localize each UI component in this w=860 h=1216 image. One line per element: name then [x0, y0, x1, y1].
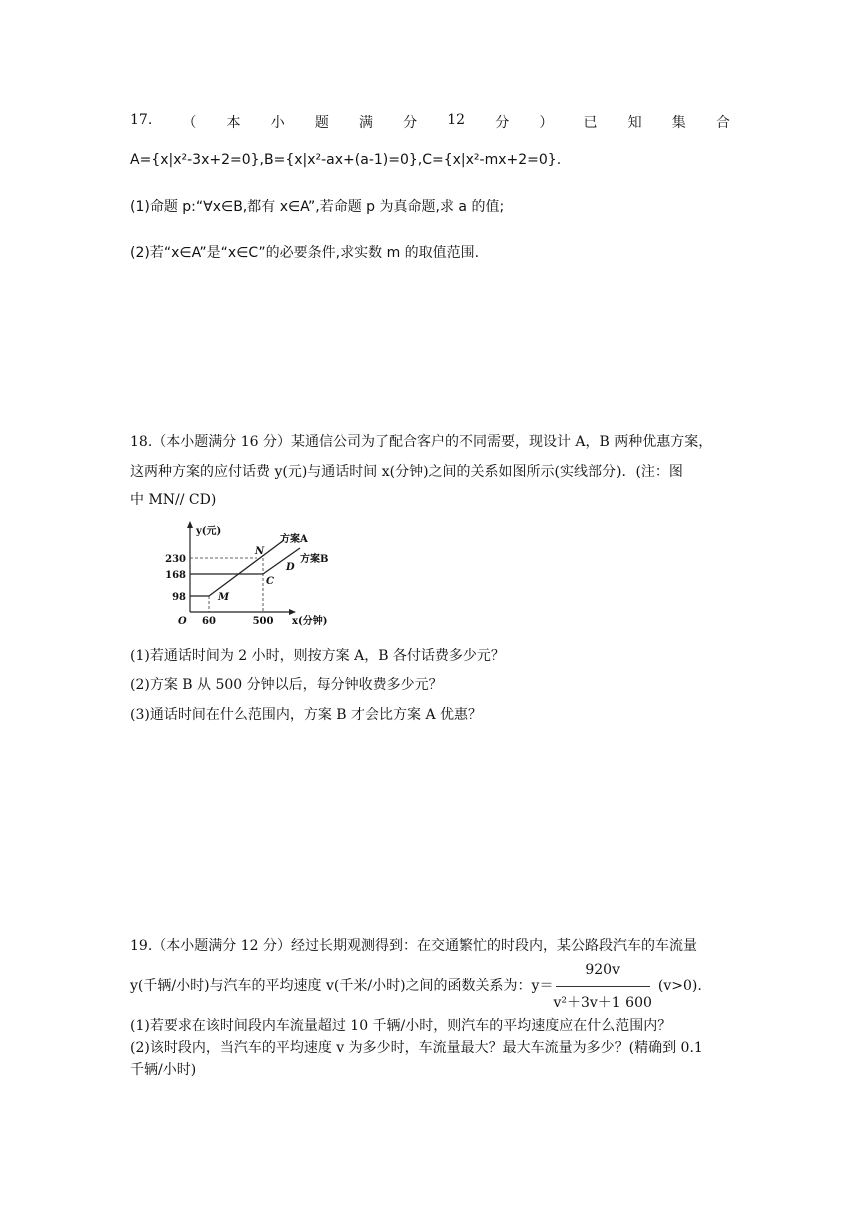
- q18-part3: (3)通话时间在什么范围内，方案 B 才会比方案 A 优惠？: [130, 707, 483, 723]
- q17-sets: A={x|x²-3x+2=0},B={x|x²-ax+(a-1)=0},C={x|x²-mx+2=0}.: [130, 152, 562, 168]
- q17-part1: (1)命题 p:“∀x∈B,都有 x∈A”,若命题 p 为真命题,求 a 的值;: [130, 199, 505, 215]
- q18-line1: 18.（本小题满分 16 分）某通信公司为了配合客户的不同需要，现设计 A，B 两种优惠方案，: [130, 434, 713, 450]
- q19-fraction: [553, 960, 651, 1013]
- q18-line2: 这两种方案的应付话费 y(元)与通话时间 x(分钟)之间的关系如图所示(实线部分)．(注：图: [130, 464, 683, 480]
- point-m-label: M: [218, 592, 230, 603]
- q17-header-token: 分: [495, 115, 510, 131]
- y-axis-arrow: [187, 521, 193, 528]
- q18-line3: 中 MN// CD): [130, 492, 217, 508]
- q17-header: [130, 112, 730, 132]
- q17-header-token: 小: [270, 115, 285, 131]
- q18-part1: (1)若通话时间为 2 小时，则按方案 A，B 各付话费多少元？: [130, 648, 505, 664]
- x-axis-arrow: [289, 609, 296, 615]
- q19-formula-line: [130, 962, 702, 1010]
- q17-header-token: 分: [403, 115, 418, 131]
- q19-part1: (1)若要求在该时间段内车流量超过 10 千辆/小时，则汽车的平均速度应在什么范围内？: [130, 1018, 672, 1034]
- y-axis-label: y(元): [196, 526, 222, 537]
- q19-part2-cont: 千辆/小时): [130, 1062, 197, 1078]
- plan-b-line: [190, 548, 300, 574]
- point-c-label: C: [266, 576, 274, 587]
- x-tick-60: 60: [202, 616, 216, 627]
- point-d-label: D: [286, 562, 295, 573]
- y-tick-98: 98: [172, 592, 186, 603]
- plan-a-line: [190, 540, 284, 596]
- q17-header-token: 合: [715, 115, 730, 131]
- q19-line2-pre: y(千辆/小时)与汽车的平均速度 v(千米/小时)之间的函数关系为：y＝: [130, 978, 554, 994]
- call-fee-graph: [160, 518, 330, 630]
- q17-header-token: 集: [671, 115, 686, 131]
- plan-a-label: 方案A: [280, 534, 308, 545]
- q17-header-token: 知: [627, 115, 642, 131]
- x-tick-500: 500: [252, 616, 274, 627]
- plan-b-label: 方案B: [300, 554, 329, 565]
- origin-label: O: [178, 616, 187, 627]
- x-axis-label: x(分钟): [292, 616, 328, 627]
- y-tick-168: 168: [165, 570, 186, 581]
- q18-part2: (2)方案 B 从 500 分钟以后，每分钟收费多少元？: [130, 677, 443, 693]
- q17-header-token: 12: [447, 112, 466, 128]
- y-tick-230: 230: [165, 554, 186, 565]
- q19-line1: 19.（本小题满分 12 分）经过长期观测得到：在交通繁忙的时段内，某公路段汽车的车流量: [130, 938, 697, 954]
- q19-line2-post: (v>0).: [657, 978, 702, 994]
- q19-frac-numerator: 920v: [585, 961, 620, 978]
- q17-header-token: 题: [314, 115, 329, 131]
- q17-header-token: ）: [539, 115, 554, 131]
- q17-header-token: 已: [583, 115, 598, 131]
- q17-header-token: （: [182, 115, 197, 131]
- q17-header-token: 本: [226, 115, 241, 131]
- q19-part2: (2)该时段内，当汽车的平均速度 v 为多少时，车流量最大？最大车流量为多少？(精确到 0.1: [130, 1040, 703, 1056]
- q19-frac-denominator: v²＋3v＋1 600: [553, 994, 652, 1011]
- q17-header-token: 17.: [130, 112, 153, 128]
- point-n-label: N: [255, 546, 265, 557]
- q17-header-token: 满: [358, 115, 373, 131]
- q17-part2: (2)若“x∈A”是“x∈C”的必要条件,求实数 m 的取值范围.: [130, 245, 480, 261]
